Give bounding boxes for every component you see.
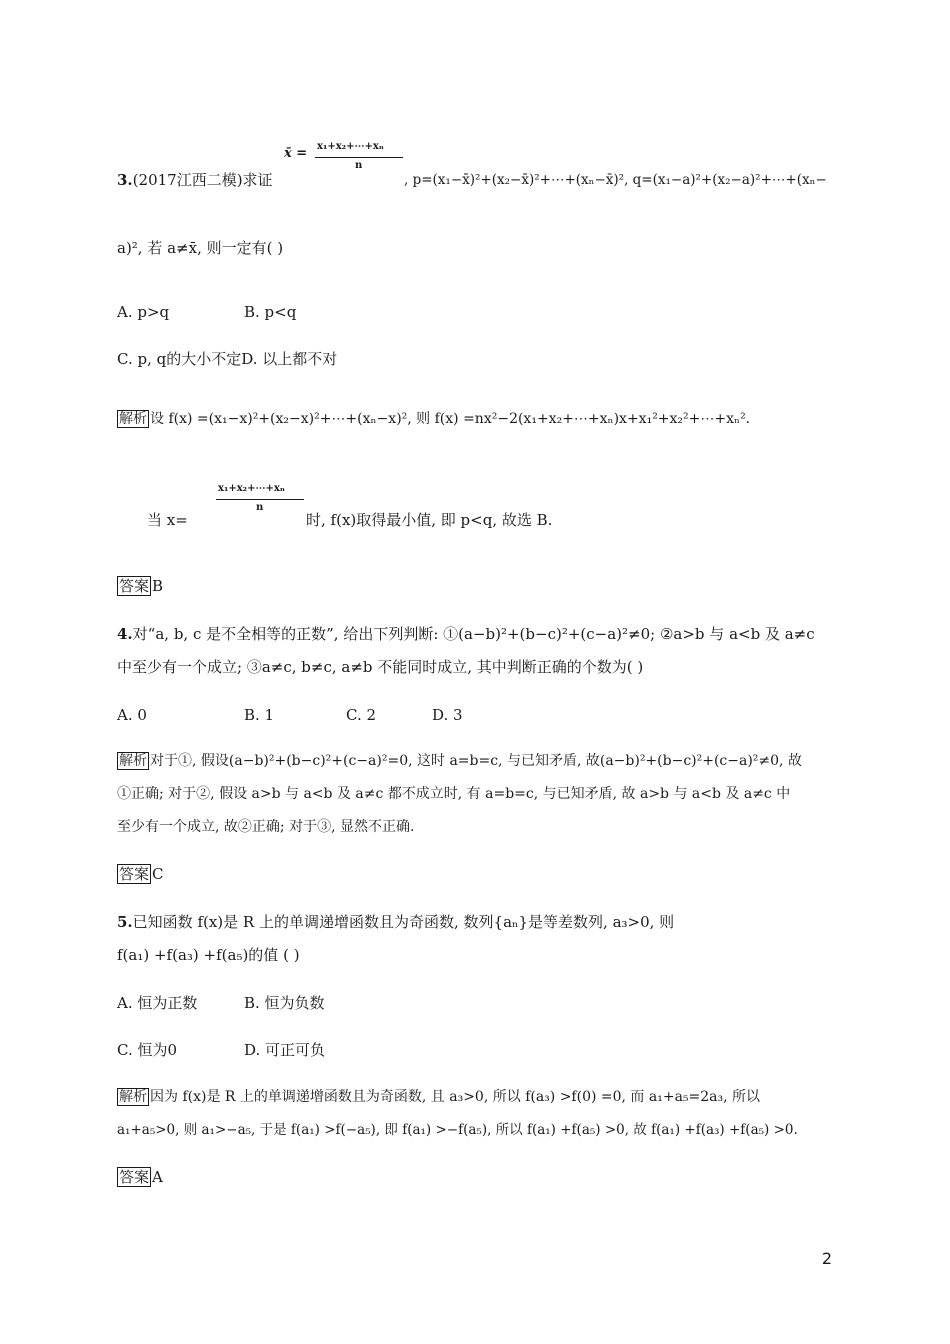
q5-analysis-text1: 因为 f(x)是 R 上的单调递增函数且为奇函数, 且 a₃>0, 所以 f(a₃) >f(0) =0, 而 a₁+a₅=2a₃, 所以 (150, 1089, 761, 1105)
q4-analysis-line1 (117, 751, 802, 771)
q3-pq-definition: , p=(x₁−x̄)²+(x₂−x̄)²+⋯+(xₙ−x̄)², q=(x₁−a)²+(x₂−a)²+⋯+(xₙ− (404, 172, 827, 188)
q4-option-c: C. 2 (346, 706, 377, 724)
q3-when-frac-denominator: n (256, 502, 264, 513)
q4-option-d: D. 3 (432, 706, 463, 724)
q5-option-c: C. 恒为0 (117, 1041, 178, 1059)
q5-number: 5. (117, 913, 133, 931)
q4-analysis-line2: ①正确; 对于②, 假设 a>b 与 a<b 及 a≠c 都不成立时, 有 a=b=c, 与已知矛盾, 故 a>b 与 a<b 及 a≠c 中 (117, 786, 791, 802)
q5-analysis-line2: a₁+a₅>0, 则 a₁>−a₅, 于是 f(a₁) >f(−a₅), 即 f(a₁) >−f(a₅), 所以 f(a₁) +f(a₅) >0, 故 f(a₁) +f(a₃) +f(a₅) >0. (117, 1122, 798, 1138)
q4-option-a: A. 0 (117, 706, 147, 724)
q5-stem-line2: f(a₁) +f(a₃) +f(a₅)的值 ( ) (117, 946, 300, 964)
q3-source: (2017江西二模)求证 (132, 171, 273, 189)
q3-analysis-text: 设 f(x) =(x₁−x)²+(x₂−x)²+⋯+(xₙ−x)², 则 f(x) =nx²−2(x₁+x₂+⋯+xₙ)x+x₁²+x₂²+⋯+xₙ². (150, 411, 751, 427)
page-number: 2 (821, 1249, 832, 1268)
q5-option-b: B. 恒为负数 (244, 994, 325, 1012)
q5-option-a: A. 恒为正数 (117, 994, 198, 1012)
q3-answer (117, 576, 163, 596)
q4-answer-value: C (152, 865, 164, 883)
q3-analysis-line1 (117, 409, 750, 429)
q3-answer-label: 答案 (119, 577, 150, 595)
q4-analysis-text1: 对于①, 假设(a−b)²+(b−c)²+(c−a)²=0, 这时 a=b=c, 与已知矛盾, 故(a−b)²+(b−c)²+(c−a)²≠0, 故 (150, 753, 802, 769)
q5-analysis-line1 (117, 1087, 760, 1107)
q5-answer (117, 1167, 163, 1187)
q5-answer-value: A (152, 1168, 163, 1186)
q3-frac-denominator: n (355, 160, 363, 171)
q3-stem-line1 (117, 170, 273, 190)
q3-when-suffix: 时, f(x)取得最小值, 即 p<q, 故选 B. (306, 511, 553, 529)
q4-analysis-line3: 至少有一个成立, 故②正确; 对于③, 显然不正确. (117, 819, 415, 835)
q5-stem-text1: 已知函数 f(x)是 R 上的单调递增函数且为奇函数, 数列{aₙ}是等差数列, a₃>0, 则 (132, 913, 675, 931)
q4-stem-line2: 中至少有一个成立; ③a≠c, b≠c, a≠b 不能同时成立, 其中判断正确的个数为( ) (117, 658, 644, 676)
q3-option-b: B. p<q (244, 303, 297, 321)
q3-xbar-symbol: x̄ = (284, 146, 308, 161)
q3-when-frac-numerator: x₁+x₂+⋯+xₙ (218, 483, 285, 494)
q3-option-a: A. p>q (117, 303, 170, 321)
q3-when-prefix: 当 x= (147, 511, 188, 529)
q5-answer-label: 答案 (119, 1168, 150, 1186)
q3-answer-value: B (152, 577, 164, 595)
q4-number: 4. (117, 625, 133, 643)
q3-frac-bar (315, 157, 403, 158)
q5-analysis-label: 解析 (119, 1089, 147, 1105)
q3-option-cd: C. p, q的大小不定D. 以上都不对 (117, 350, 338, 368)
q3-frac-numerator: x₁+x₂+⋯+xₙ (317, 141, 384, 152)
q4-option-b: B. 1 (244, 706, 275, 724)
q3-analysis-label: 解析 (119, 411, 147, 427)
q4-answer-label: 答案 (119, 865, 150, 883)
q4-stem-line1 (117, 624, 815, 644)
q4-stem-text1: 对“a, b, c 是不全相等的正数”, 给出下列判断: ①(a−b)²+(b−c)²+(c−a)²≠0; ②a>b 与 a<b 及 a≠c (132, 625, 815, 643)
q4-answer (117, 864, 164, 884)
q3-stem-line2: a)², 若 a≠x̄, 则一定有( ) (117, 239, 284, 257)
q3-number: 3. (117, 171, 133, 189)
q3-when-frac-bar (216, 499, 304, 500)
q4-analysis-label: 解析 (119, 753, 147, 769)
q5-stem-line1 (117, 912, 674, 932)
q5-option-d: D. 可正可负 (244, 1041, 326, 1059)
